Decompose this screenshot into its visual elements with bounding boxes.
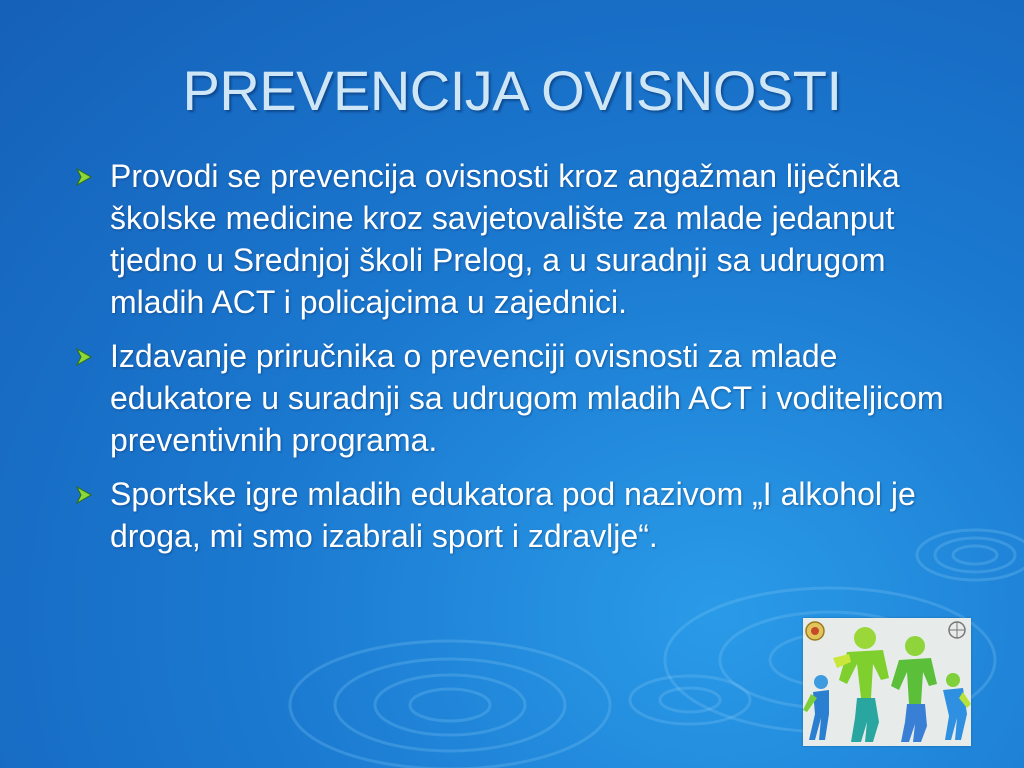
bullet-text: Sportske igre mladih edukatora pod nazivom „I alkohol je droga, mi smo izabrali sport i zdravlje“.: [110, 476, 916, 554]
emblem-icon: [806, 622, 824, 640]
list-item: [74, 473, 974, 557]
slide-title: PREVENCIJA OVISNOSTI: [182, 59, 842, 122]
bullet-text: Provodi se prevencija ovisnosti kroz angažman liječnika školske medicine kroz savjetovalište za mlade jedanput tjedno u Srednjoj školi Prelog, a u suradnji sa udrugom mladih ACT i policajcima u zajednici.: [110, 158, 900, 320]
globe-emblem-icon: [949, 622, 965, 638]
arrow-bullet-icon: [74, 473, 110, 510]
list-item: [74, 155, 974, 323]
people-figures: [803, 627, 971, 742]
bullet-list: [74, 155, 974, 569]
bullet-text: Izdavanje priručnika o prevenciji ovisnosti za mlade edukatore u suradnji sa udrugom mladih ACT i voditeljicom preventivnih programa.: [110, 338, 944, 458]
arrow-bullet-icon: [74, 335, 110, 372]
list-item: [74, 335, 974, 461]
sport-health-logo: [803, 618, 971, 746]
arrow-bullet-icon: [74, 155, 110, 192]
